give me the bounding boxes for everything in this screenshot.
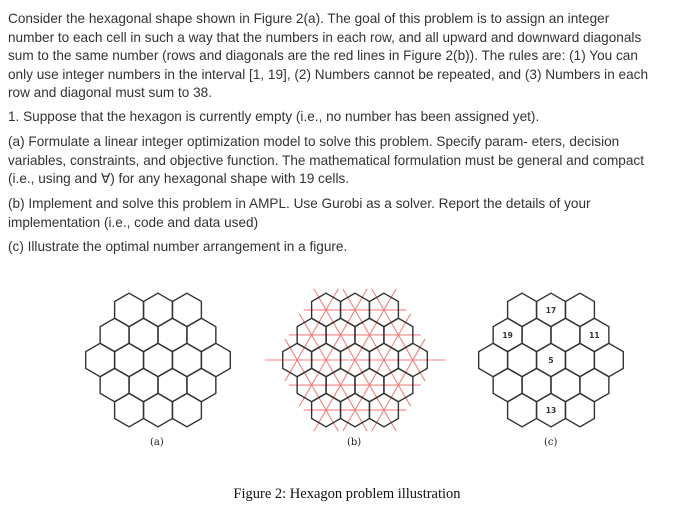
question-1-text: 1. Suppose that the hexagon is currently empty (i.e., no number has been assigned yet). bbox=[8, 109, 540, 124]
question-1 bbox=[8, 108, 539, 127]
fig-c-cell-value: 13 bbox=[545, 406, 557, 416]
fig-a-hex-cell bbox=[100, 318, 129, 351]
fig-a-hex-cell bbox=[115, 293, 144, 326]
question-1c bbox=[8, 238, 347, 257]
question-1a-line: (a) Formulate a linear integer optimization model to solve this problem. Specify param- eters, decision bbox=[8, 134, 620, 149]
fig-a-hex-cell bbox=[115, 393, 144, 426]
fig-a-hex-cell bbox=[201, 343, 230, 376]
fig-c-hex-cell bbox=[565, 343, 594, 376]
fig-c-cell-value: 5 bbox=[548, 356, 554, 365]
question-1c-text: (c) Illustrate the optimal number arrangement in a figure. bbox=[8, 239, 348, 254]
fig-a-hex-cell bbox=[144, 343, 173, 376]
fig-c-hex-cell bbox=[551, 318, 580, 351]
fig-c-cell-value: 11 bbox=[589, 330, 600, 340]
question-1a-line: (i.e., using and ∀) for any hexagonal shape with 19 cells. bbox=[8, 171, 350, 187]
question-1b-line: (b) Implement and solve this problem in AMPL. Use Gurobi as a solver. Report the details of your bbox=[8, 196, 591, 211]
fig-c-hex-cell bbox=[508, 343, 537, 376]
question-1a bbox=[8, 133, 644, 189]
fig-c-hex-cell bbox=[551, 368, 580, 401]
fig-c-hex-cell bbox=[565, 393, 594, 426]
fig-c-hex-cell bbox=[493, 368, 522, 401]
fig-a-hex-cell bbox=[144, 293, 173, 326]
fig-a-hex-cell bbox=[100, 368, 129, 401]
fig-a-hex-cell bbox=[144, 393, 173, 426]
question-1b bbox=[8, 195, 591, 232]
intro-line: only use integer numbers in the interval [1, 19], (2) Numbers cannot be repeated, and (3) Numbers in each bbox=[8, 66, 649, 82]
intro-line: sum to the same number (rows and diagonals are the red lines in Figure 2(b)). The rules are: (1) You can bbox=[8, 48, 638, 64]
fig-a-hex-cell bbox=[172, 293, 201, 326]
subcaption-a: (a) bbox=[150, 437, 164, 448]
intro-line: number to each cell in such a way that the numbers in each row, and all upward and downward diagonals bbox=[8, 29, 642, 45]
hexagon-figures bbox=[0, 270, 694, 450]
intro-line: Consider the hexagonal shape shown in Figure 2(a). The goal of this problem is to assign an integer bbox=[8, 11, 610, 26]
fig-a-hex-cell bbox=[172, 343, 201, 376]
fig-a-hex-cell bbox=[86, 343, 115, 376]
fig-c-hex-cell bbox=[508, 393, 537, 426]
fig-c-hex-cell bbox=[479, 343, 508, 376]
figure-caption: Figure 2: Hexagon problem illustration bbox=[233, 486, 461, 502]
fig-c-hex-cell bbox=[522, 318, 551, 351]
intro-paragraph bbox=[8, 10, 648, 103]
subcaption-c: (c) bbox=[544, 437, 558, 448]
fig-a-hex-cell bbox=[115, 343, 144, 376]
fig-a-hex-cell bbox=[158, 368, 187, 401]
fig-c-hex-cell bbox=[508, 293, 537, 326]
fig-a-hex-cell bbox=[158, 318, 187, 351]
fig-a-hex-cell bbox=[187, 318, 216, 351]
fig-a-hex-cell bbox=[129, 368, 158, 401]
subcaption-b: (b) bbox=[347, 437, 362, 448]
fig-a-hex-cell bbox=[129, 318, 158, 351]
fig-c-cell-value: 19 bbox=[502, 330, 513, 340]
fig-a-hex-cell bbox=[187, 368, 216, 401]
fig-c-cell-value: 17 bbox=[545, 305, 557, 315]
fig-a-hex-cell bbox=[172, 393, 201, 426]
fig-c-hex-cell bbox=[580, 368, 609, 401]
fig-c-hex-cell bbox=[594, 343, 623, 376]
intro-line: row and diagonal must sum to 38. bbox=[8, 85, 213, 101]
question-1b-line: implementation (i.e., code and data used) bbox=[8, 214, 259, 230]
fig-c-hex-cell bbox=[522, 368, 551, 401]
question-1a-line: variables, constraints, and objective function. The mathematical formulation must be general and compact bbox=[8, 152, 644, 168]
fig-c-hex-cell bbox=[565, 293, 594, 326]
